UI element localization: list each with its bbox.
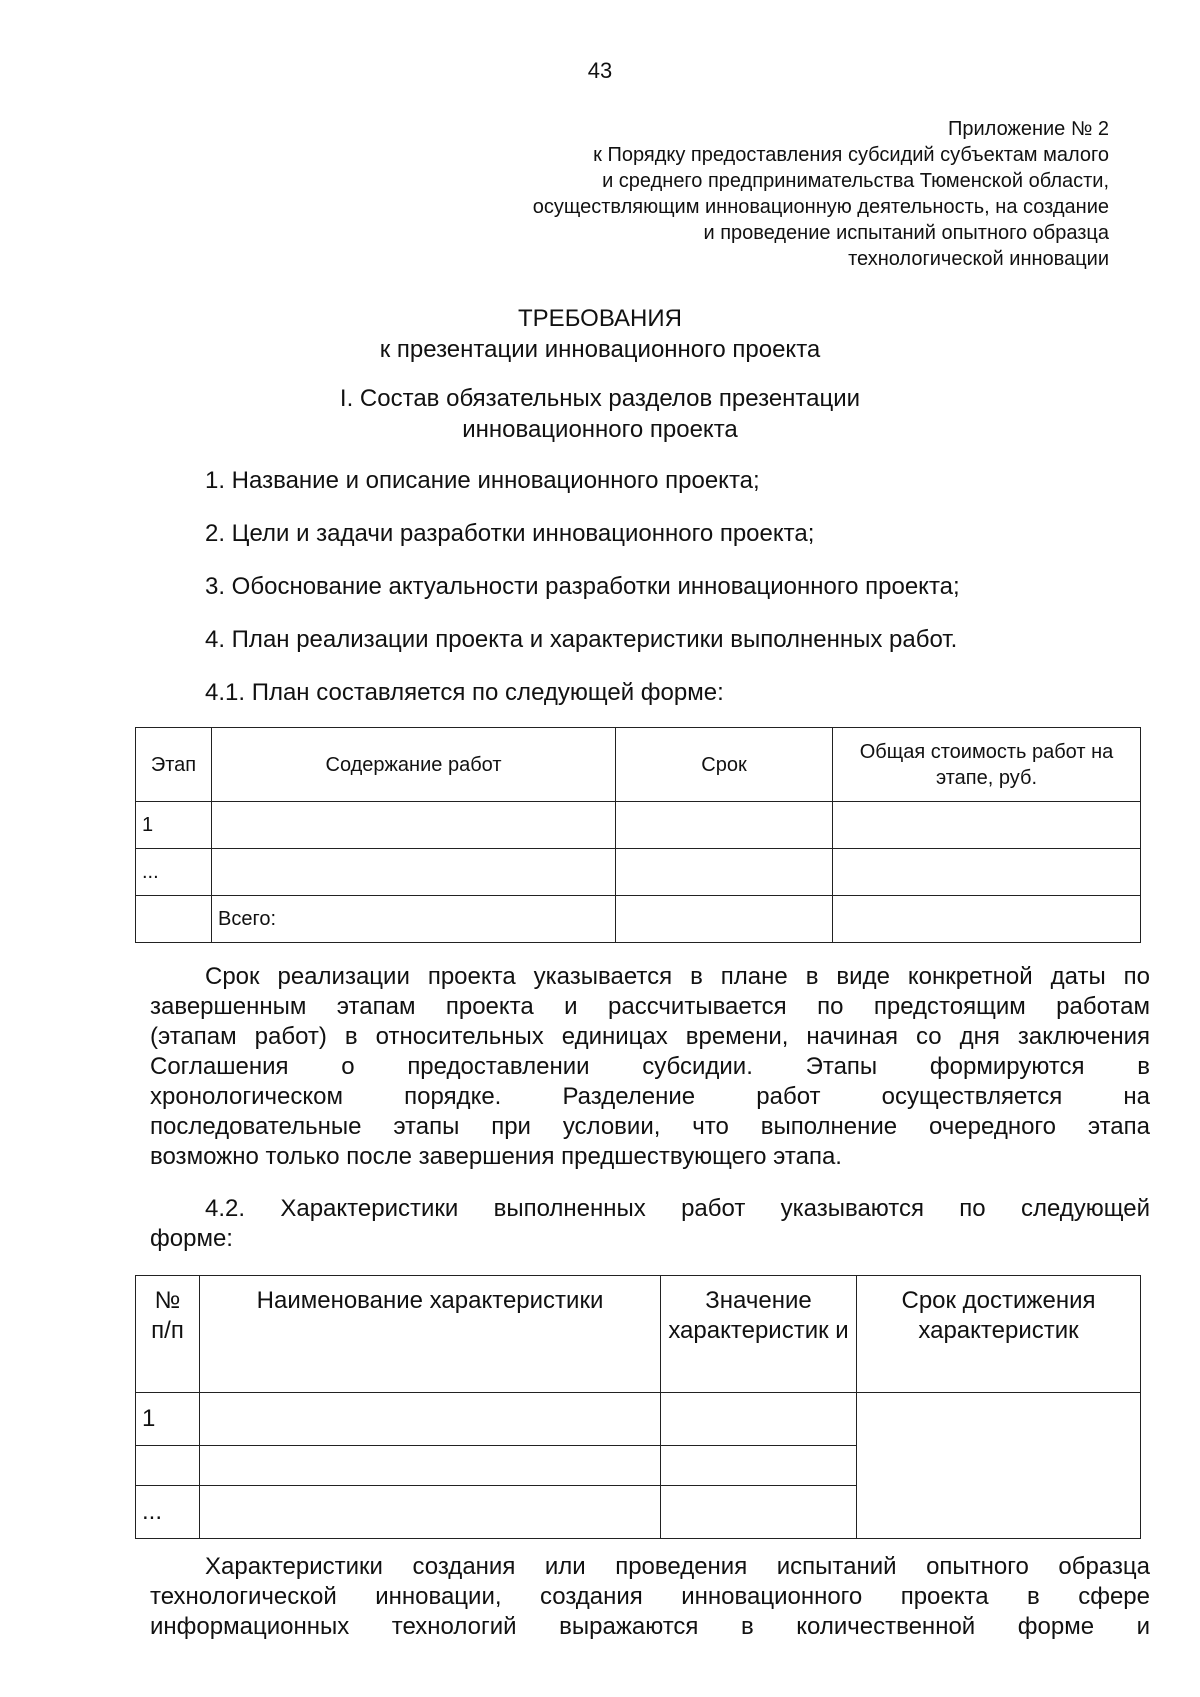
column-header: Срок <box>616 728 833 802</box>
column-header: Срок достижения характеристик <box>857 1276 1141 1393</box>
column-header: № п/п <box>136 1276 200 1393</box>
appendix-header <box>533 116 1109 272</box>
section-title: I. Состав обязательных разделов презентации <box>339 385 861 412</box>
paragraph-line: технологической инновации, создания инновационного проекта в сфере <box>150 1583 1150 1610</box>
table-row <box>136 802 1141 849</box>
column-header: Наименование характеристики <box>200 1276 661 1393</box>
table-cell <box>833 849 1141 896</box>
table-cell-merged <box>857 1393 1141 1539</box>
column-header: Этап <box>136 728 212 802</box>
table-cell <box>212 849 616 896</box>
paragraph-line: Соглашения о предоставлении субсидии. Этапы формируются в <box>150 1053 1150 1080</box>
paragraph-characteristics-form <box>150 1552 1150 1642</box>
appendix-line: и среднего предпринимательства Тюменской области, <box>602 170 1109 192</box>
paragraph-line: хронологическом порядке. Разделение работ осуществляется на <box>150 1083 1150 1110</box>
paragraph-plan-term <box>150 962 1150 1172</box>
paragraph-line: последовательные этапы при условии, что выполнение очередного этапа <box>150 1113 1150 1140</box>
list-item: 4.1. План составляется по следующей форме: <box>205 679 724 706</box>
table-cell <box>661 1486 857 1539</box>
table-cell <box>661 1446 857 1486</box>
table-cell <box>200 1393 661 1446</box>
paragraph-line: информационных технологий выражаются в количественной форме и <box>150 1613 1150 1640</box>
list-item: 1. Название и описание инновационного проекта; <box>205 467 760 494</box>
appendix-line: Приложение № 2 <box>948 118 1109 140</box>
paragraph-line: возможно только после завершения предшествующего этапа. <box>150 1143 842 1170</box>
column-header: Значение характеристик и <box>661 1276 857 1393</box>
table-cell <box>136 896 212 943</box>
table-row <box>136 1393 1141 1446</box>
appendix-line: технологической инновации <box>848 248 1109 270</box>
table-row <box>136 849 1141 896</box>
section-title-continued: инновационного проекта <box>462 416 738 443</box>
paragraph-line: Срок реализации проекта указывается в плане в виде конкретной даты по <box>205 963 1150 990</box>
appendix-line: осуществляющим инновационную деятельность, на создание <box>532 196 1109 218</box>
table-cell: ... <box>136 849 212 896</box>
table-cell <box>136 1446 200 1486</box>
paragraph-line: 4.2. Характеристики выполненных работ указываются по следующей <box>205 1195 1150 1222</box>
table-cell <box>833 896 1141 943</box>
table-row <box>136 896 1141 943</box>
paragraph-characteristics-intro <box>150 1194 1150 1254</box>
column-header: Содержание работ <box>212 728 616 802</box>
table-cell <box>616 849 833 896</box>
table-cell <box>616 896 833 943</box>
document-subtitle: к презентации инновационного проекта <box>379 336 821 363</box>
paragraph-line: завершенным этапам проекта и рассчитывается по предстоящим работам <box>150 993 1150 1020</box>
table-header-row <box>136 1276 1141 1393</box>
characteristics-table <box>135 1275 1141 1539</box>
plan-table <box>135 727 1141 943</box>
list-item: 3. Обоснование актуальности разработки инновационного проекта; <box>205 573 960 600</box>
table-cell: 1 <box>136 802 212 849</box>
table-cell <box>661 1393 857 1446</box>
table-cell: 1 <box>136 1393 200 1446</box>
table-cell <box>200 1486 661 1539</box>
page-number: 43 <box>587 58 613 83</box>
paragraph-line: форме: <box>150 1225 233 1252</box>
paragraph-line: Характеристики создания или проведения испытаний опытного образца <box>205 1553 1150 1580</box>
table-cell <box>833 802 1141 849</box>
table-cell <box>616 802 833 849</box>
table-cell <box>200 1446 661 1486</box>
list-item: 2. Цели и задачи разработки инновационного проекта; <box>205 520 815 547</box>
table-cell: ... <box>136 1486 200 1539</box>
table-cell <box>212 802 616 849</box>
table-cell: Всего: <box>212 896 616 943</box>
list-item: 4. План реализации проекта и характеристики выполненных работ. <box>205 626 958 653</box>
appendix-line: и проведение испытаний опытного образца <box>703 222 1109 244</box>
paragraph-line: (этапам работ) в относительных единицах времени, начиная со дня заключения <box>150 1023 1150 1050</box>
appendix-line: к Порядку предоставления субсидий субъектам малого <box>593 144 1109 166</box>
table-header-row <box>136 728 1141 802</box>
document-title: ТРЕБОВАНИЯ <box>518 305 682 332</box>
column-header: Общая стоимость работ на этапе, руб. <box>833 728 1141 802</box>
